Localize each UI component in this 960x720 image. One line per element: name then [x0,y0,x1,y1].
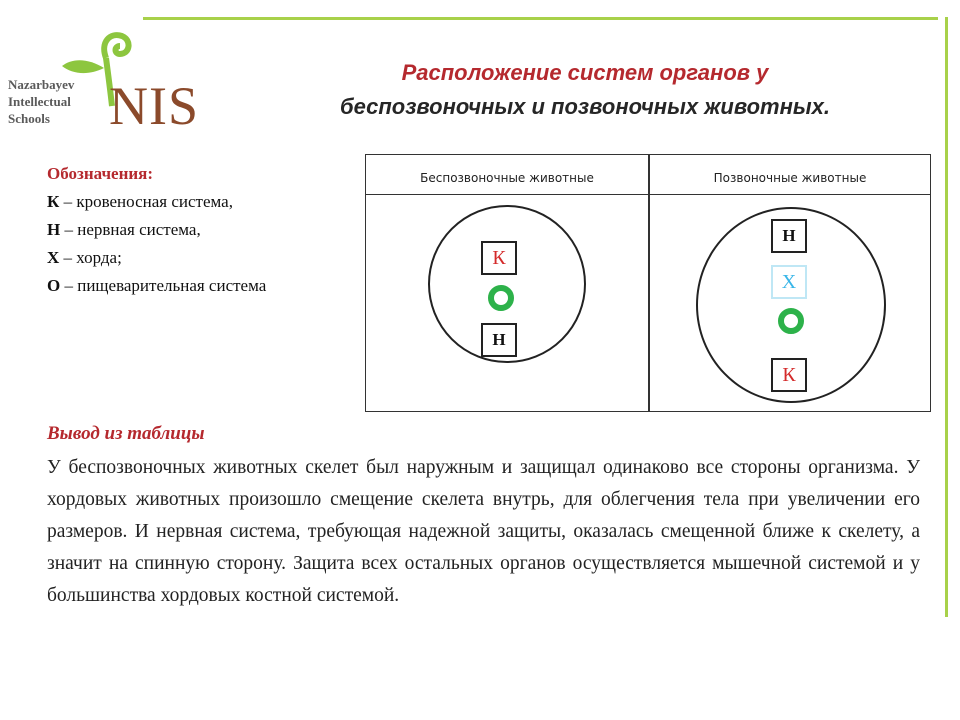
vertebrate-circulatory-box: К [771,358,807,392]
legend-text: – хорда; [59,248,122,267]
invertebrate-circulatory-box: К [481,241,517,275]
legend-item [47,244,266,272]
title-line-2: беспозвоночных и позвоночных животных. [339,94,831,119]
logo-line-1: Nazarbayev [8,77,75,92]
legend-text: – кровеносная система, [59,192,233,211]
table-header-invertebrates: Беспозвоночные животные [420,171,594,185]
table-header-vertebrates: Позвоночные животные [713,171,867,185]
vertebrate-notochord-box: Х [771,265,807,299]
logo-line-3: Schools [8,111,50,126]
table-divider [648,155,650,411]
invertebrate-nervous-box: Н [481,323,517,357]
nis-logo [8,28,228,138]
legend-key: Х [47,248,60,267]
logo-mark: NIS [109,76,200,136]
vertebrate-digestive-ring [778,308,804,334]
invertebrate-digestive-ring [488,285,514,311]
legend-key: К [47,192,60,211]
legend-key: Н [47,220,61,239]
page-title [250,56,920,124]
legend-key: О [47,276,61,295]
legend-item [47,272,266,300]
legend-item [47,188,266,216]
top-accent-line [143,17,938,20]
conclusion-text: У беспозвоночных животных скелет был наружным и защищал одинаково все стороны организма. У хордовых животных произошло смещение скелета внутрь, для облегчения тела при увеличении его размеров. И нервная система, требующая надежной защиты, оказалась смещенной ближе к скелету, а значит на спинную сторону. Защита всех остальных органов осуществляется мышечной системой и у большинства хордовых костной системой. [47,457,920,606]
legend-text: – пищеварительная система [60,276,267,295]
right-accent-line [945,17,948,617]
comparison-table [365,154,931,412]
logo-line-2: Intellectual [8,94,71,109]
legend-item [47,216,266,244]
conclusion-title: Вывод из таблицы [47,423,205,444]
title-line-1: Расположение систем органов у [401,60,769,85]
legend-heading: Обозначения: [47,164,154,183]
legend [47,160,266,300]
legend-text: – нервная система, [60,220,201,239]
vertebrate-nervous-box: Н [771,219,807,253]
